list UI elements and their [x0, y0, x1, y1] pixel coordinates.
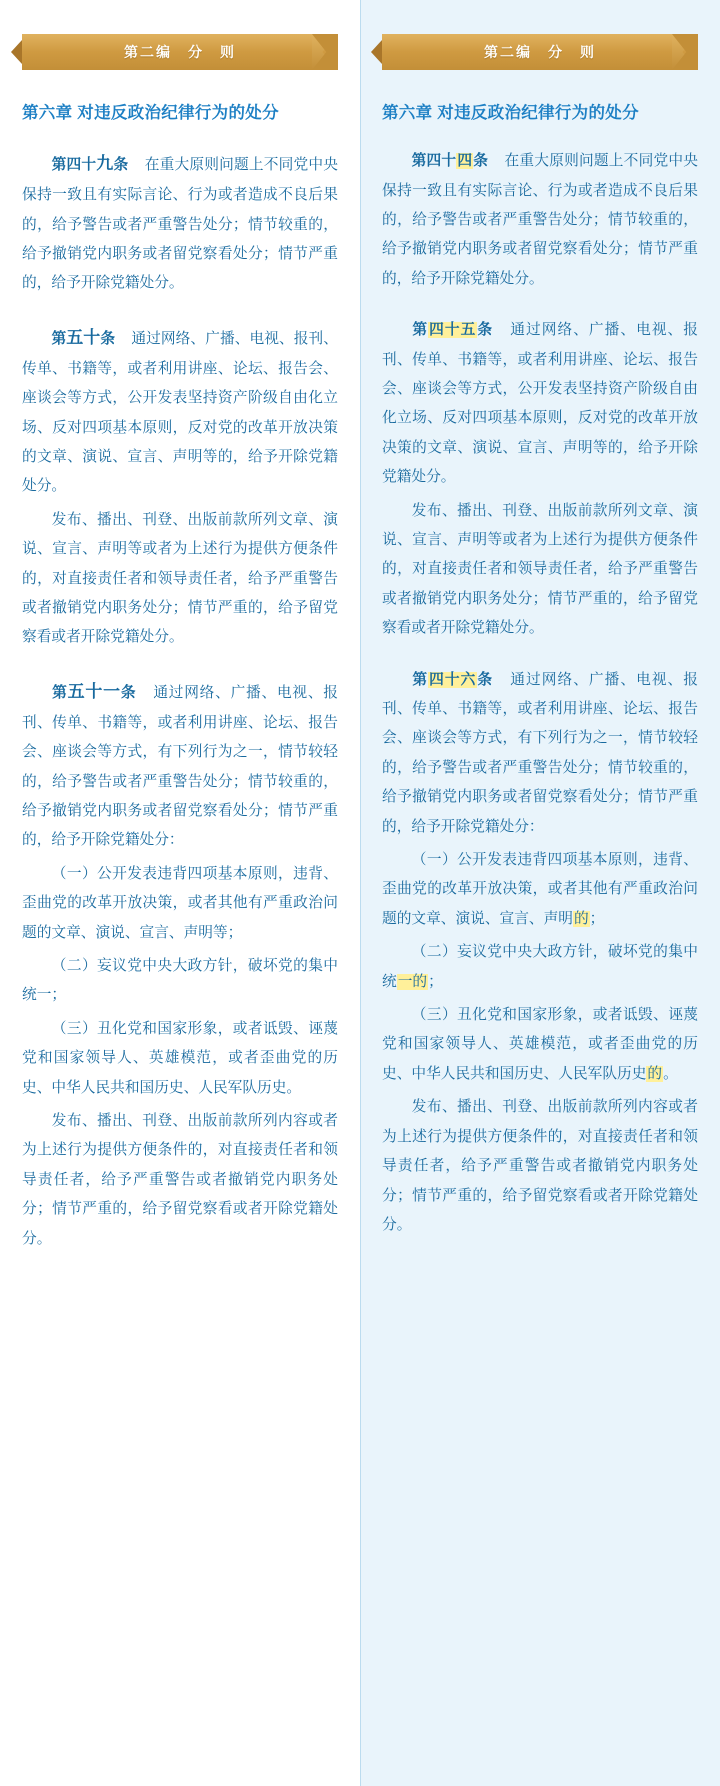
list-item: （三）丑化党和国家形象，或者诋毁、诬蔑党和国家领导人、英雄模范，或者歪曲党的历史、中华人民共和国历史、人民军队历史。: [22, 1020, 338, 1096]
list-item: （二）妄议党中央大政方针，破坏党的集中统一；: [22, 958, 338, 1004]
list-item-highlight: 的: [573, 910, 589, 927]
list-item-text-after: ；: [589, 910, 605, 927]
article-number-prefix: 第: [51, 330, 67, 347]
article-number-suffix: 条: [113, 157, 129, 174]
paragraph-text: 发布、播出、刊登、出版前款所列文章、演说、宣言、声明等或者为上述行为提供方便条件的，对直接责任者和领导责任者，给予严重警告或者撤销党内职务处分；情节严重的，给予留党察看或者开除党籍处分。: [22, 511, 338, 646]
list-item-text: （一）公开发表违背四项基本原则，违背、歪曲党的改革开放决策，或者其他有严重政治问题的文章、演说、宣言、声明: [382, 852, 698, 927]
list-item-text: （二）妄议党中央大政方针，破坏党的集中统: [382, 944, 698, 990]
article-number-prefix: 第: [51, 684, 68, 701]
article-number-emphasis: 四十五: [429, 322, 477, 339]
article-46: [382, 666, 698, 842]
article-51-item-3: [22, 1015, 338, 1103]
article-number-prefix: 第四十: [51, 157, 97, 174]
article-46-item-1: [382, 846, 698, 934]
list-item-highlight: 的: [647, 1065, 663, 1082]
article-number-emphasis: 五十: [66, 327, 101, 347]
article-number-prefix: 第: [411, 671, 429, 688]
article-51: [22, 675, 338, 856]
list-item: （一）公开发表违背四项基本原则，违背、歪曲党的改革开放决策，或者其他有严重政治问题的文章、演说、宣言、声明等；: [22, 865, 338, 941]
article-body: 在重大原则问题上不同党中央保持一致且有实际言论、行为或者造成不良后果的，给予警告或者严重警告处分；情节较重的，给予撤销党内职务或者留党察看处分；情节严重的，给予开除党籍处分。: [22, 157, 338, 292]
article-46-item-2: [382, 938, 698, 997]
article-number-emphasis: 九: [96, 154, 114, 174]
list-item-text-after: 。: [663, 1065, 678, 1082]
article-body: 通过网络、广播、电视、报刊、传单、书籍等，或者利用讲座、论坛、报告会、座谈会等方式，公开发表坚持资产阶级自由化立场、反对四项基本原则，反对党的改革开放决策的文章、演说、宣言、声明等的，给予开除党籍处分。: [22, 330, 338, 495]
list-item-text-after: ；: [428, 973, 443, 990]
article-51-item-1: [22, 860, 338, 948]
article-49: [22, 147, 338, 299]
column-right: [360, 0, 720, 1786]
article-44: [382, 147, 698, 294]
list-item-highlight: 一的: [397, 973, 428, 990]
article-50: [22, 321, 338, 502]
article-51-tail: [22, 1107, 338, 1254]
ribbon-notch-icon: [312, 34, 338, 70]
ribbon-shape: [22, 34, 338, 70]
paragraph-text: 发布、播出、刊登、出版前款所列内容或者为上述行为提供方便条件的，对直接责任者和领导责任者，给予严重警告或者撤销党内职务处分；情节严重的，给予留党察看或者开除党籍处分。: [382, 1099, 698, 1233]
article-number-suffix: 条: [477, 322, 494, 339]
banner-text: 第二编 分 则: [484, 44, 596, 60]
article-45: [382, 316, 698, 492]
page-title: 第六章 对违反政治纪律行为的处分: [22, 104, 279, 122]
article-number-prefix: 第: [411, 322, 429, 339]
article-body: 通过网络、广播、电视、报刊、传单、书籍等，或者利用讲座、论坛、报告会、座谈会等方式，有下列行为之一，情节较轻的，给予警告或者严重警告处分；情节较重的，给予撤销党内职务或者留党察看处分；情节严重的，给予开除党籍处分：: [382, 671, 698, 835]
article-body: 通过网络、广播、电视、报刊、传单、书籍等，或者利用讲座、论坛、报告会、座谈会等方式，公开发表坚持资产阶级自由化立场、反对四项基本原则，反对党的改革开放决策的文章、演说、宣言、声明等的，给予开除党籍处分。: [382, 322, 698, 486]
article-number-suffix: 条: [100, 330, 116, 347]
paragraph-text: 发布、播出、刊登、出版前款所列文章、演说、宣言、声明等或者为上述行为提供方便条件的，对直接责任者和领导责任者，给予严重警告或者撤销党内职务处分；情节严重的，给予留党察看或者开除党籍处分。: [382, 502, 698, 637]
article-body: 在重大原则问题上不同党中央保持一致且有实际言论、行为或者造成不良后果的，给予警告或者严重警告处分；情节较重的，给予撤销党内职务或者留党察看处分；情节严重的，给予开除党籍处分。: [382, 153, 698, 287]
article-51-item-2: [22, 952, 338, 1011]
article-46-tail: [382, 1093, 698, 1240]
article-number-suffix: 条: [477, 671, 494, 688]
article-number-prefix: 第四十: [411, 153, 457, 170]
ribbon-shape: [382, 34, 698, 70]
article-50-sub-1: [22, 506, 338, 653]
paragraph-text: 发布、播出、刊登、出版前款所列内容或者为上述行为提供方便条件的，对直接责任者和领导责任者，给予严重警告或者撤销党内职务处分；情节严重的，给予留党察看或者开除党籍处分。: [22, 1113, 338, 1247]
banner-left: [22, 34, 338, 72]
ribbon-notch-icon: [672, 34, 698, 70]
banner-right: [382, 34, 698, 72]
page-title: 第六章 对违反政治纪律行为的处分: [382, 104, 639, 122]
banner-text: 第二编 分 则: [124, 44, 236, 60]
column-divider: [360, 0, 361, 1786]
article-number-suffix: 条: [120, 684, 137, 701]
article-body: 通过网络、广播、电视、报刊、传单、书籍等，或者利用讲座、论坛、报告会、座谈会等方式，有下列行为之一，情节较轻的，给予警告或者严重警告处分；情节较重的，给予撤销党内职务或者留党察看处分；情节严重的，给予开除党籍处分：: [22, 684, 338, 849]
article-45-sub-1: [382, 497, 698, 644]
article-number-emphasis: 五十一: [67, 681, 121, 701]
article-number-emphasis: 四: [457, 153, 473, 170]
article-number-suffix: 条: [473, 153, 489, 170]
list-item-text: （三）丑化党和国家形象，或者诋毁、诬蔑党和国家领导人、英雄模范，或者歪曲党的历史、中华人民共和国历史、人民军队历史: [382, 1007, 698, 1082]
article-46-item-3: [382, 1001, 698, 1089]
article-number-emphasis: 四十六: [429, 671, 477, 688]
